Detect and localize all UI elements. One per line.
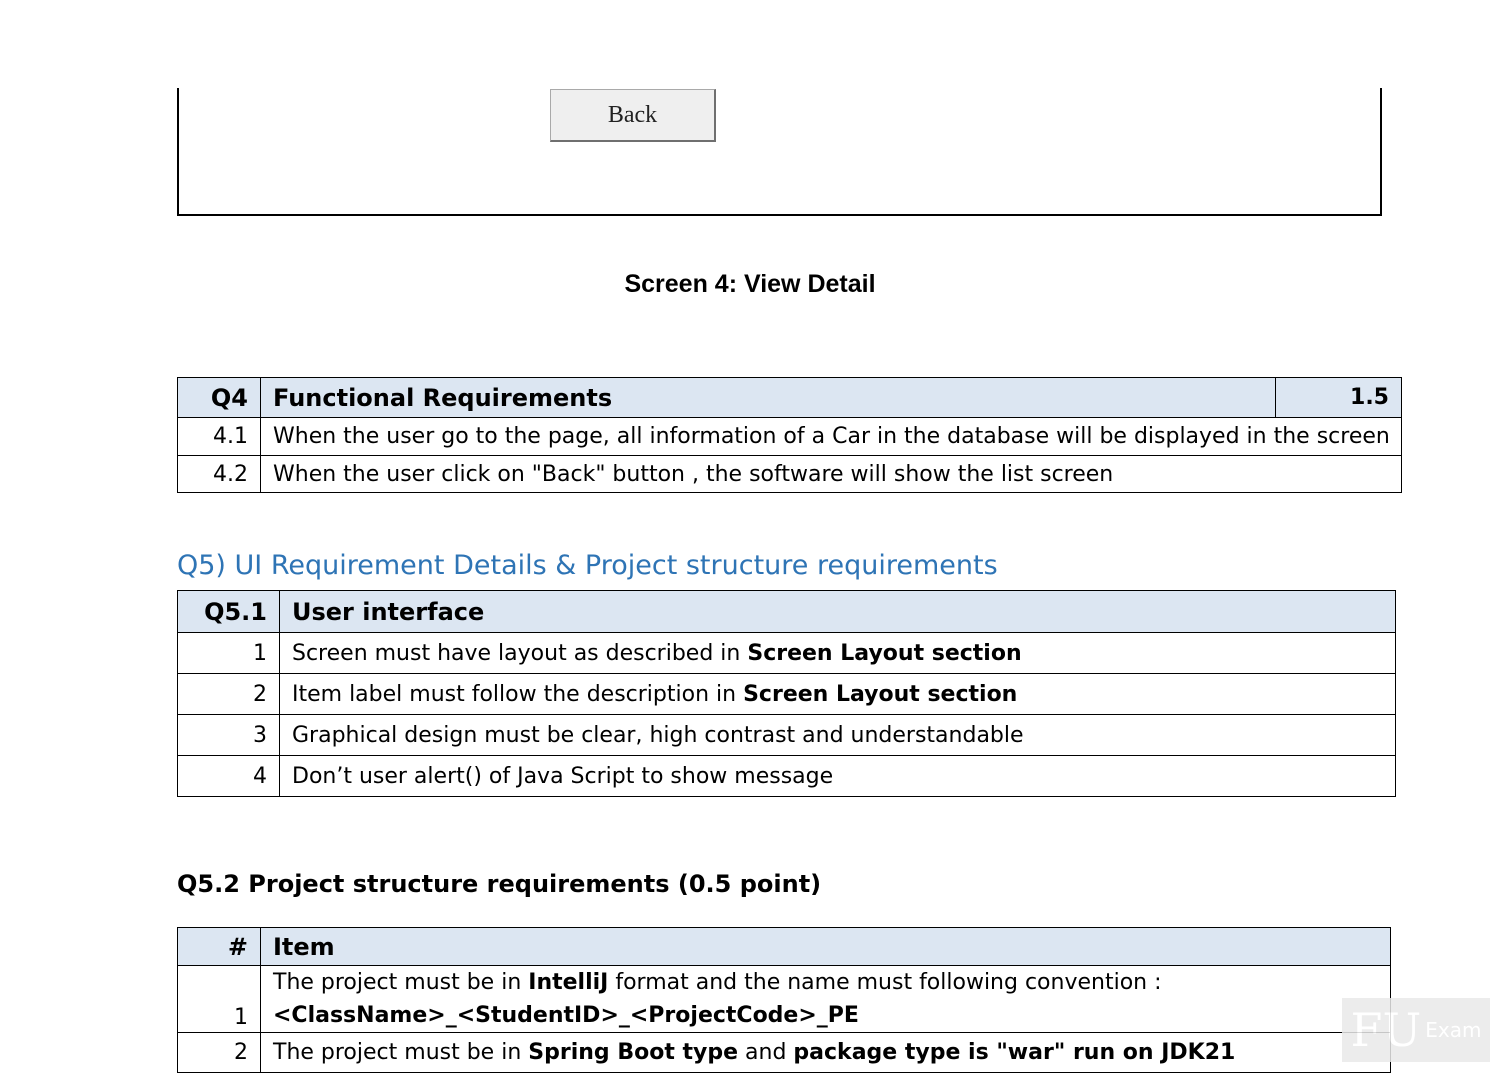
q52-heading: Q5.2 Project structure requirements (0.5 point): [177, 870, 822, 898]
q52-col-item: Item: [261, 928, 1391, 966]
table-row: [178, 966, 1391, 1033]
q51-header-row: [178, 591, 1396, 633]
q52-header-row: [178, 928, 1391, 966]
row-number: 2: [178, 1033, 261, 1073]
table-row: [178, 756, 1396, 797]
q4-id: Q4: [178, 378, 261, 418]
q5-heading: Q5) UI Requirement Details & Project structure requirements: [177, 550, 998, 581]
table-row: [178, 456, 1402, 493]
row-text: The project must be in Spring Boot type and package type is "war" run on JDK21: [261, 1033, 1391, 1073]
row-text: The project must be in IntelliJ format and the name must following convention : <ClassName>_<StudentID>_<ProjectCode>_PE: [261, 966, 1391, 1033]
q52-col-num: #: [178, 928, 261, 966]
q4-points: 1.5: [1276, 378, 1402, 418]
row-number: 1: [178, 633, 280, 674]
row-number: 2: [178, 674, 280, 715]
row-text: Screen must have layout as described in Screen Layout section: [280, 633, 1396, 674]
q51-id: Q5.1: [178, 591, 280, 633]
q4-header-row: [178, 378, 1402, 418]
row-text: Graphical design must be clear, high contrast and understandable: [280, 715, 1396, 756]
table-row: [178, 674, 1396, 715]
q4-table: [177, 377, 1402, 493]
row-number: 4.1: [178, 418, 261, 456]
row-text: Item label must follow the description in Screen Layout section: [280, 674, 1396, 715]
row-number: 1: [178, 966, 261, 1033]
table-row: [178, 418, 1402, 456]
table-row: [178, 715, 1396, 756]
q51-title: User interface: [280, 591, 1396, 633]
row-number: 4.2: [178, 456, 261, 493]
row-number: 3: [178, 715, 280, 756]
table-row: [178, 1033, 1391, 1073]
row-text: When the user click on "Back" button , the software will show the list screen: [261, 456, 1402, 493]
back-button[interactable]: Back: [550, 89, 716, 142]
row-number: 4: [178, 756, 280, 797]
watermark-mark: FU: [1350, 1003, 1422, 1057]
q52-table: [177, 927, 1391, 1073]
row-text: Don’t user alert() of Java Script to show message: [280, 756, 1396, 797]
screen-title: Screen 4: View Detail: [624, 270, 876, 298]
watermark-text: Exam: [1425, 1018, 1482, 1042]
row-text: When the user go to the page, all information of a Car in the database will be displayed in the screen: [261, 418, 1402, 456]
watermark-logo: [1342, 998, 1490, 1062]
table-row: [178, 633, 1396, 674]
q51-table: [177, 590, 1396, 797]
q4-title: Functional Requirements: [261, 378, 1276, 418]
screen-mockup-frame: [177, 88, 1382, 216]
